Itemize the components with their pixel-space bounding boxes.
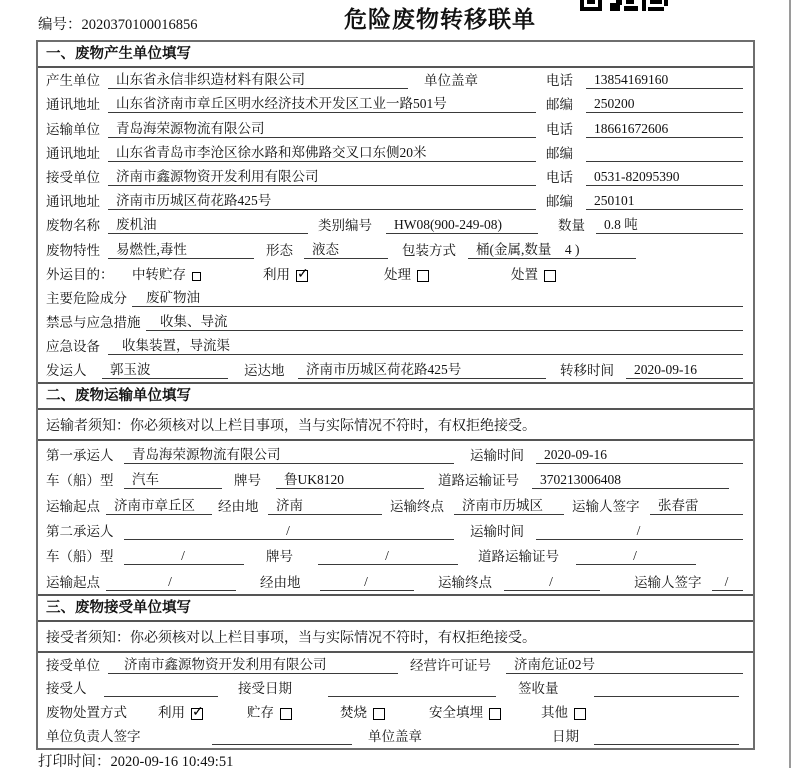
license-value: 济南危证02号: [506, 653, 743, 674]
row-responsible-sign: [38, 724, 753, 748]
row-disposal-method: [38, 700, 753, 724]
sender-label: 发运人: [46, 363, 87, 379]
waste-name-value: 废机油: [108, 213, 308, 234]
page-edge-line: [789, 0, 791, 768]
hazard-label: 主要危险成分: [46, 290, 127, 306]
road-permit-label: 道路运输证号: [478, 549, 559, 565]
hazard-value: 废矿物油: [132, 286, 743, 307]
transporter-notice: 运输者须知：你必须核对以上栏目事项，当与实际情况不符时，有权拒绝接受。: [38, 410, 753, 441]
document-title: 危险废物转移联单: [344, 7, 536, 32]
plate-label: 牌号: [266, 549, 293, 565]
form-value: 液态: [304, 238, 388, 259]
generating-phone-value: 13854169160: [586, 72, 743, 89]
serial-label: 编号：: [38, 17, 82, 33]
packaging-value: 桶(金属,数量 4 ): [468, 238, 636, 259]
road-permit-label: 道路运输证号: [438, 473, 519, 489]
receiver-notice: 接受者须知：你必须核对以上栏目事项，当与实际情况不符时，有权拒绝接受。: [38, 622, 753, 653]
transport-time-value: 2020-09-16: [536, 447, 743, 464]
print-time-value: 2020-09-16 10:49:51: [110, 754, 234, 768]
transport-time-value: /: [536, 523, 743, 540]
section3-header: 三、废物接受单位填写: [38, 594, 753, 622]
category-label: 类别编号: [318, 218, 372, 234]
road-permit-value: /: [576, 548, 696, 565]
row-receiver: [38, 677, 753, 701]
transfer-time-label: 转移时间: [560, 363, 614, 379]
waste-name-label: 废物名称: [46, 218, 100, 234]
phone-label: 电话: [546, 121, 573, 137]
manifest-form: [36, 40, 755, 750]
carrier-sign-value: /: [712, 574, 743, 591]
address-label: 通讯地址: [46, 194, 100, 210]
receiving-unit-value: 济南市鑫源物资开发利用有限公司: [108, 653, 398, 674]
address-label: 通讯地址: [46, 145, 100, 161]
option-label: 焚烧: [340, 705, 367, 721]
waste-property-label: 废物特性: [46, 242, 100, 258]
first-carrier-value: 青岛海荣源物流有限公司: [124, 443, 454, 464]
print-time-label: 打印时间：: [38, 754, 111, 768]
row-first-vehicle: [38, 467, 753, 492]
disposal-label: 废物处置方式: [46, 705, 127, 721]
receiver-value: [104, 682, 218, 697]
checkbox-store: [280, 708, 292, 720]
option-transfer-storage: [132, 263, 201, 283]
row-second-carrier: [38, 518, 753, 543]
row-receiving-unit-confirm: [38, 653, 753, 677]
route-end-label: 运输终点: [438, 574, 492, 590]
row-second-route: [38, 568, 753, 593]
form-label: 形态: [266, 242, 293, 258]
transport-time-label: 运输时间: [470, 524, 524, 539]
generating-address-value: 山东省济南市章丘区明水经济技术开发区工业一路501号: [108, 92, 536, 113]
unit-stamp-label: 单位盖章: [424, 73, 478, 89]
generating-unit-label: 产生单位: [46, 73, 100, 89]
plate-value: 鲁UK8120: [276, 468, 424, 489]
equipment-value: 收集装置，导流渠: [108, 334, 743, 355]
zip-label: 邮编: [546, 145, 573, 161]
option-label: 中转贮存: [132, 266, 186, 282]
receiving-address-value: 济南市历城区荷花路425号: [108, 189, 536, 210]
transport-zip-value: [586, 147, 743, 162]
measures-label: 禁忌与应急措施: [46, 315, 141, 331]
vehicle-type-value: 汽车: [124, 468, 222, 489]
license-label: 经营许可证号: [410, 657, 491, 673]
qr-code-icon: [580, 0, 668, 12]
receiver-label: 接受人: [46, 681, 87, 697]
waste-property-value: 易燃性,毒性: [108, 238, 254, 259]
receipt-qty-label: 签收量: [518, 681, 559, 697]
checkbox-other: [574, 708, 586, 720]
route-end-value: /: [504, 574, 600, 591]
quantity-value: 0.8 吨: [596, 213, 743, 234]
generating-zip-value: 250200: [586, 96, 743, 113]
checkbox-utilize: [191, 708, 203, 720]
category-value: HW08(900-249-08): [386, 217, 538, 234]
row-generating-unit: [38, 68, 753, 92]
sender-value: 郭玉波: [102, 358, 228, 379]
second-carrier-value: /: [124, 523, 454, 540]
row-emergency-measures: [38, 310, 753, 334]
responsible-sign-value: [212, 730, 352, 745]
row-transport-address: [38, 141, 753, 165]
vehicle-type-label: 车（船）型: [46, 473, 114, 489]
checkbox-incinerate: [373, 708, 385, 720]
transfer-time-value: 2020-09-16: [626, 362, 743, 379]
option-label: 利用: [158, 705, 185, 721]
unit-stamp-label: 单位盖章: [368, 728, 422, 744]
purpose-label: 外运目的：: [46, 266, 114, 282]
option-treat: [384, 263, 429, 283]
phone-label: 电话: [546, 73, 573, 89]
option-utilize: [263, 263, 308, 283]
generating-unit-value: 山东省永信非织造材料有限公司: [108, 68, 408, 89]
option-label: 处置: [511, 266, 538, 282]
print-time: [38, 750, 233, 768]
checkbox-treat: [417, 270, 429, 282]
route-start-label: 运输起点: [46, 574, 100, 590]
row-generating-address: [38, 92, 753, 116]
option-label: 其他: [541, 705, 568, 721]
equipment-label: 应急设备: [46, 339, 100, 355]
receiving-phone-value: 0531-82095390: [586, 169, 743, 186]
date-value: [594, 730, 739, 745]
zip-label: 邮编: [546, 97, 573, 113]
checkbox-utilize: [296, 270, 308, 282]
plate-value: /: [318, 548, 458, 565]
row-hazard-component: [38, 286, 753, 310]
row-emergency-equipment: [38, 334, 753, 358]
option-store: [247, 701, 292, 721]
second-carrier-label: 第二承运人: [46, 524, 114, 539]
row-sender: [38, 358, 753, 382]
option-landfill: [429, 701, 501, 721]
row-first-route: [38, 492, 753, 517]
row-transfer-purpose: [38, 262, 753, 286]
route-via-label: 经由地: [260, 574, 301, 590]
option-label: 贮存: [247, 705, 274, 721]
route-start-label: 运输起点: [46, 498, 100, 514]
transport-address-value: 山东省青岛市李沧区徐水路和郑佛路交叉口东侧20米: [108, 141, 536, 162]
route-end-value: 济南市历城区: [454, 494, 564, 515]
carrier-sign-label: 运输人签字: [572, 498, 640, 514]
receiving-unit-label: 接受单位: [46, 657, 100, 673]
date-label: 日期: [552, 728, 579, 744]
road-permit-value: 370213006408: [532, 472, 729, 489]
receive-date-value: [328, 682, 496, 697]
carrier-sign-label: 运输人签字: [634, 574, 702, 590]
option-label: 利用: [263, 266, 290, 282]
first-carrier-label: 第一承运人: [46, 447, 114, 463]
measures-value: 收集、导流: [146, 310, 743, 331]
transport-time-label: 运输时间: [470, 447, 524, 463]
route-via-value: /: [320, 574, 414, 591]
row-waste-property: [38, 237, 753, 261]
plate-label: 牌号: [234, 473, 261, 489]
route-start-value: 济南市章丘区: [106, 494, 212, 515]
carrier-sign-value: 张春雷: [650, 494, 743, 515]
checkbox-dispose: [544, 270, 556, 282]
receiving-zip-value: 250101: [586, 193, 743, 210]
transport-phone-value: 18661672606: [586, 121, 743, 138]
row-first-carrier: [38, 441, 753, 466]
zip-label: 邮编: [546, 194, 573, 210]
route-start-value: /: [106, 574, 236, 591]
option-label: 安全填埋: [429, 705, 483, 721]
checkbox-transfer-storage: [192, 272, 201, 281]
receiving-unit-label: 接受单位: [46, 169, 100, 185]
route-via-label: 经由地: [218, 498, 259, 514]
option-dispose: [511, 263, 556, 283]
route-via-value: 济南: [268, 494, 382, 515]
packaging-label: 包装方式: [402, 242, 456, 258]
phone-label: 电话: [546, 169, 573, 185]
row-transport-unit: [38, 116, 753, 140]
responsible-sign-label: 单位负责人签字: [46, 728, 141, 744]
serial-value: 2020370100016856: [81, 17, 198, 33]
row-receiving-unit: [38, 165, 753, 189]
vehicle-type-label: 车（船）型: [46, 549, 114, 565]
route-end-label: 运输终点: [390, 498, 444, 514]
section2-header: 二、废物运输单位填写: [38, 382, 753, 410]
receipt-qty-value: [594, 682, 739, 697]
transport-unit-label: 运输单位: [46, 121, 100, 137]
option-other: [541, 701, 586, 721]
section1-header: 一、废物产生单位填写: [38, 42, 753, 68]
receive-date-label: 接受日期: [238, 681, 292, 697]
quantity-label: 数量: [558, 218, 585, 234]
destination-label: 运达地: [244, 363, 285, 379]
row-receiving-address: [38, 189, 753, 213]
address-label: 通讯地址: [46, 97, 100, 113]
row-second-vehicle: [38, 543, 753, 568]
transport-unit-value: 青岛海荣源物流有限公司: [108, 117, 536, 138]
receiving-unit-value: 济南市鑫源物资开发利用有限公司: [108, 165, 536, 186]
option-incinerate: [340, 701, 385, 721]
row-waste-name: [38, 213, 753, 237]
checkbox-landfill: [489, 708, 501, 720]
vehicle-type-value: /: [124, 548, 244, 565]
option-label: 处理: [384, 266, 411, 282]
destination-value: 济南市历城区荷花路425号: [298, 358, 546, 379]
option-utilize: [158, 701, 203, 721]
